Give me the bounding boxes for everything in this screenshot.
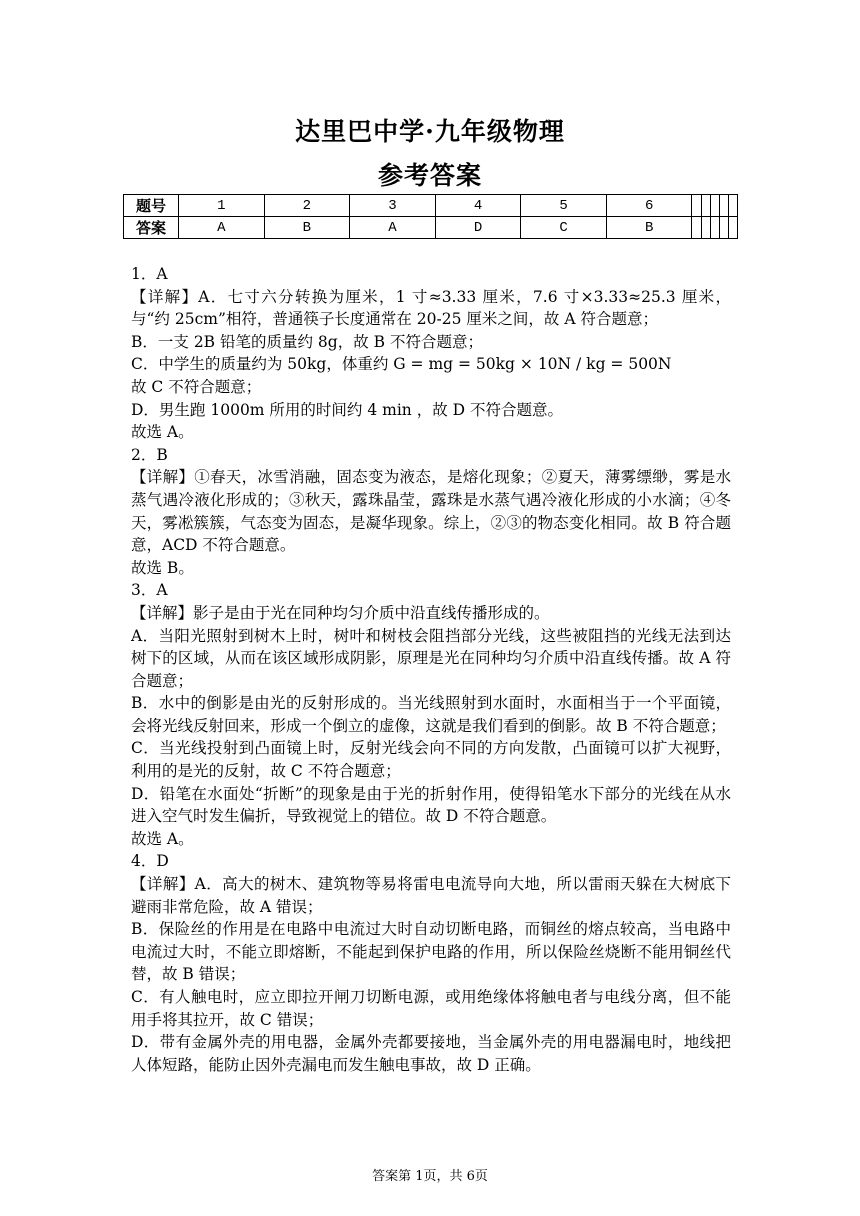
question-heading: 2．B <box>131 445 168 464</box>
solution-paragraph: 【详解】A．高大的树木、建筑物等易将雷电电流导向大地，所以雷雨天躲在大树底下避雨非常危险，故 A 错误； <box>131 875 731 916</box>
answer-cell <box>710 217 719 239</box>
question-number-cell <box>719 195 728 217</box>
answer-cell <box>692 217 701 239</box>
solution-paragraph: 【详解】A．七寸六分转换为厘米，1 寸≈3.33 厘米，7.6 寸×3.33≈25.3 厘米，与“约 25cm”相符，普通筷子长度通常在 20-25 厘米之间，故 A 符合题意； <box>131 287 731 329</box>
solution-conclusion: 故选 B。 <box>131 558 194 577</box>
solutions-body <box>131 263 731 1076</box>
answer-cell: D <box>435 217 521 239</box>
solution-paragraph: A．当阳光照射到树木上时，树叶和树枝会阻挡部分光线，这些被阻挡的光线无法到达树下的区域，从而在该区域形成阴影，原理是光在同种均匀介质中沿直线传播。故 A 符合题意； <box>131 626 731 690</box>
solution-paragraph: C．中学生的质量约为 50kg，体重约 G = mg = 50kg × 10N / kg = 500N <box>131 355 672 374</box>
question-number-cell: 5 <box>521 195 607 217</box>
page-title: 达里巴中学·九年级物理 <box>295 117 565 146</box>
solution-paragraph: B．水中的倒影是由光的反射形成的。当光线照射到水面时，水面相当于一个平面镜，会将光线反射回来，形成一个倒立的虚像，这就是我们看到的倒影。故 B 不符合题意； <box>131 694 731 735</box>
solution-paragraph: C．有人触电时，应立即拉开闸刀切断电源，或用绝缘体将触电者与电线分离，但不能用手将其拉开，故 C 错误； <box>131 988 731 1029</box>
question-number-cell: 1 <box>179 195 265 217</box>
answer-cell <box>728 217 737 239</box>
answer-table <box>123 194 738 239</box>
page-subtitle: 参考答案 <box>377 161 482 190</box>
answer-cell: A <box>179 217 265 239</box>
solution-conclusion: 故选 A。 <box>131 423 194 442</box>
question-number-cell <box>728 195 737 217</box>
answer-cell: A <box>350 217 436 239</box>
table-row-answers <box>124 217 738 239</box>
answer-cell: B <box>606 217 692 239</box>
question-heading: 1．A <box>131 265 168 283</box>
table-row-numbers <box>124 195 738 217</box>
solution-conclusion: 故选 A。 <box>131 829 194 848</box>
solution-paragraph: B．保险丝的作用是在电路中电流过大时自动切断电路，而铜丝的熔点较高，当电路中电流过大时，不能立即熔断，不能起到保护电路的作用，所以保险丝烧断不能用铜丝代替，故 B 错误； <box>131 920 731 984</box>
answer-cell <box>701 217 710 239</box>
row-label-number: 题号 <box>124 195 179 217</box>
answer-cell: B <box>264 217 350 239</box>
page-footer: 答案第 1页，共 6页 <box>372 1169 488 1184</box>
solution-paragraph: D．带有金属外壳的用电器，金属外壳都要接地，当金属外壳的用电器漏电时，地线把人体短路，能防止因外壳漏电而发生触电事故，故 D 正确。 <box>131 1033 731 1074</box>
question-number-cell: 2 <box>264 195 350 217</box>
solution-paragraph: B．一支 2B 铅笔的质量约 8g，故 B 不符合题意； <box>131 332 483 351</box>
row-label-answer: 答案 <box>124 217 179 239</box>
solution-paragraph: D．铅笔在水面处“折断”的现象是由于光的折射作用，使得铅笔水下部分的光线在从水进入空气时发生偏折，导致视觉上的错位。故 D 不符合题意。 <box>131 784 731 826</box>
question-number-cell: 3 <box>350 195 436 217</box>
question-number-cell <box>701 195 710 217</box>
question-number-cell: 6 <box>606 195 692 217</box>
question-heading: 3．A <box>131 581 168 600</box>
solution-paragraph: 故 C 不符合题意； <box>131 377 262 396</box>
answer-cell <box>719 217 728 239</box>
solution-paragraph: 【详解】①春天，冰雪消融，固态变为液态，是熔化现象；②夏天，薄雾缥缈，雾是水蒸气遇冷液化形成的；③秋天，露珠晶莹，露珠是水蒸气遇冷液化形成的小水滴；④冬天，雾凇簇簇，气态变为固态，是凝华现象。综上，②③的物态变化相同。故 B 符合题意，ACD 不符合题意。 <box>131 468 731 555</box>
question-number-cell <box>692 195 701 217</box>
question-heading: 4．D <box>131 852 169 871</box>
question-number-cell: 4 <box>435 195 521 217</box>
solution-paragraph: C．当光线投射到凸面镜上时，反射光线会向不同的方向发散，凸面镜可以扩大视野，利用的是光的反射，故 C 不符合题意； <box>131 739 731 781</box>
question-number-cell <box>710 195 719 217</box>
answer-cell: C <box>521 217 607 239</box>
solution-paragraph: 【详解】影子是由于光在同种均匀介质中沿直线传播形成的。 <box>131 603 550 622</box>
solution-paragraph: D．男生跑 1000m 所用的时间约 4 min ，故 D 不符合题意。 <box>131 400 563 419</box>
